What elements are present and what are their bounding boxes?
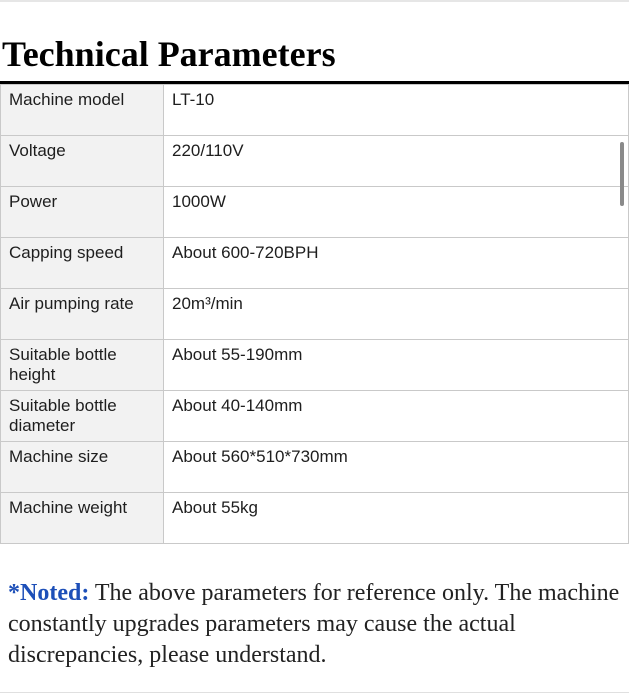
parameter-value: LT-10 — [164, 85, 629, 136]
parameter-value: About 600-720BPH — [164, 238, 629, 289]
page-title: Technical Parameters — [2, 34, 336, 74]
disclaimer-note — [8, 578, 626, 671]
parameters-table — [0, 84, 629, 544]
note-label: *Noted: — [8, 580, 90, 606]
parameter-value: 1000W — [164, 187, 629, 238]
parameter-label: Air pumping rate — [1, 289, 164, 340]
table-row — [1, 85, 629, 136]
parameter-value: About 40-140mm — [164, 391, 629, 442]
parameter-value: About 55-190mm — [164, 340, 629, 391]
parameter-label: Machine weight — [1, 493, 164, 544]
scrollbar[interactable] — [620, 142, 624, 206]
parameter-value: 220/110V — [164, 136, 629, 187]
table-row — [1, 493, 629, 544]
parameter-label: Voltage — [1, 136, 164, 187]
parameter-label: Machine size — [1, 442, 164, 493]
bottom-divider — [0, 692, 629, 693]
note-text: The above parameters for reference only. The machine constantly upgrades parameters may cause the actual discrepancies, please understand. — [8, 580, 620, 668]
table-row — [1, 187, 629, 238]
top-divider — [0, 0, 629, 2]
table-row — [1, 136, 629, 187]
parameter-label: Suitable bottle diameter — [1, 391, 164, 442]
parameter-label: Machine model — [1, 85, 164, 136]
parameter-label: Suitable bottle height — [1, 340, 164, 391]
parameter-value: About 55kg — [164, 493, 629, 544]
parameter-label: Power — [1, 187, 164, 238]
parameter-label: Capping speed — [1, 238, 164, 289]
table-row — [1, 238, 629, 289]
table-row — [1, 442, 629, 493]
table-row — [1, 289, 629, 340]
parameter-value: 20m³/min — [164, 289, 629, 340]
table-row — [1, 340, 629, 391]
table-row — [1, 391, 629, 442]
parameter-value: About 560*510*730mm — [164, 442, 629, 493]
